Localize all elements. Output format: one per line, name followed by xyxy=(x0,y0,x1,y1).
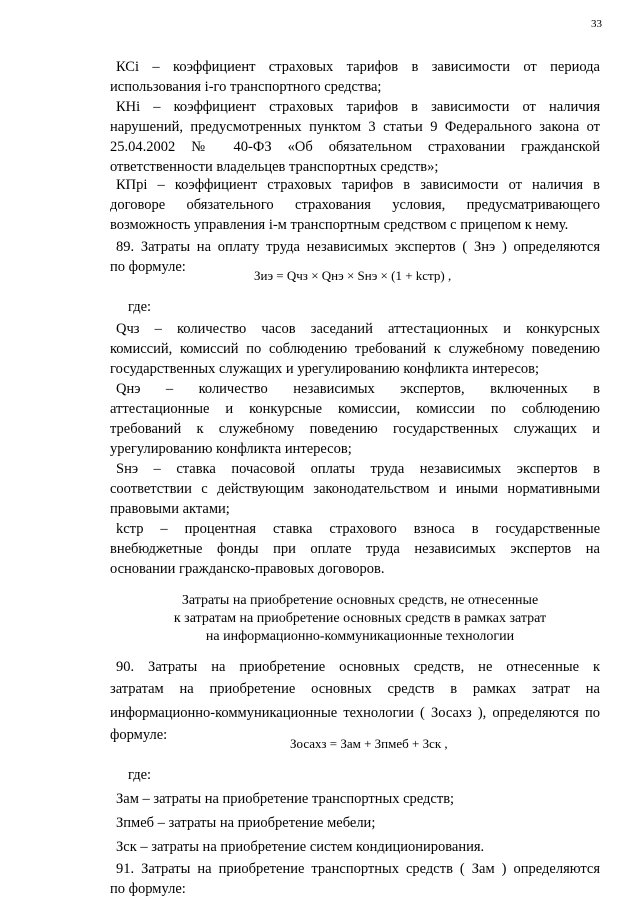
text-line: 90. Затраты на приобретение основных средств, не отнесенные к xyxy=(116,659,600,675)
section-heading-line: к затратам на приобретение основных средств в рамках затрат xyxy=(173,611,547,626)
text-line: использования i-го транспортного средства; xyxy=(110,79,382,95)
text-line: комиссий, комиссий по соблюдению требований к служебному поведению xyxy=(110,341,600,357)
text-line: соответствии с действующим законодательством и иными нормативными xyxy=(110,481,600,497)
formula-90: Зосахз = Зам + Зпмеб + Зск , xyxy=(290,736,448,751)
text-line: КПpi – коэффициент страховых тарифов в зависимости от наличия в xyxy=(116,177,600,193)
text-line: Зпмеб – затраты на приобретение мебели; xyxy=(116,815,376,831)
text-line: договоре обязательного страхования условия, предусматривающего xyxy=(110,197,600,213)
text-line: требований к служебному поведению государственных служащих и xyxy=(110,421,600,437)
text-line: где: xyxy=(128,299,152,315)
text-line: внебюджетные фонды при оплате труда независимых экспертов на xyxy=(110,541,600,557)
text-line: возможность управления i-м транспортным средством с прицепом к нему. xyxy=(110,217,569,233)
text-line: 25.04.2002 № 40-ФЗ «Об обязательном страховании гражданской xyxy=(110,139,600,155)
text-line: информационно-коммуникационные технологии ( Зосахз ), определяются по xyxy=(110,705,600,721)
text-line: kстр – процентная ставка страхового взноса в государственные xyxy=(116,521,600,537)
text-line: КНi – коэффициент страховых тарифов в зависимости от наличия xyxy=(116,99,600,115)
section-heading-line: Затраты на приобретение основных средств, не отнесенные xyxy=(181,593,539,608)
text-line: Qчз – количество часов заседаний аттестационных и конкурсных xyxy=(116,321,600,337)
text-line: Зск – затраты на приобретение систем кондиционирования. xyxy=(116,839,485,855)
formula-89: Зиэ = Qчз × Qнэ × Sнэ × (1 + kстр) , xyxy=(254,268,452,283)
text-line: основании гражданско-правовых договоров. xyxy=(110,561,385,577)
text-line: затратам на приобретение основных средств в рамках затрат на xyxy=(110,681,600,697)
text-line: Sнэ – ставка почасовой оплаты труда независимых экспертов в xyxy=(116,461,600,477)
text-line: урегулированию конфликта интересов; xyxy=(110,441,352,457)
text-line: КСi – коэффициент страховых тарифов в зависимости от периода xyxy=(116,59,600,75)
text-line: нарушений, предусмотренных пунктом 3 статьи 9 Федерального закона от xyxy=(110,119,600,135)
page-number: 33 xyxy=(591,18,602,30)
text-line: правовыми актами; xyxy=(110,501,230,517)
section-heading-line: на информационно-коммуникационные технологии xyxy=(205,629,515,644)
text-line: государственных служащих и урегулированию конфликта интересов; xyxy=(110,361,540,377)
text-line: где: xyxy=(128,767,152,783)
text-line: Зам – затраты на приобретение транспортных средств; xyxy=(116,791,455,807)
text-line: ответственности владельцев транспортных средств»; xyxy=(110,159,439,175)
text-line: 89. Затраты на оплату труда независимых экспертов ( Знэ ) определяются xyxy=(116,239,600,255)
text-line: по формуле: xyxy=(110,881,186,897)
text-line: формуле: xyxy=(110,727,168,743)
text-line: 91. Затраты на приобретение транспортных средств ( Зам ) определяются xyxy=(116,861,600,877)
text-line: по формуле: xyxy=(110,259,186,275)
text-line: аттестационные и конкурсные комиссии, комиссии по соблюдению xyxy=(110,401,600,417)
text-line: Qнэ – количество независимых экспертов, включенных в xyxy=(116,381,600,397)
